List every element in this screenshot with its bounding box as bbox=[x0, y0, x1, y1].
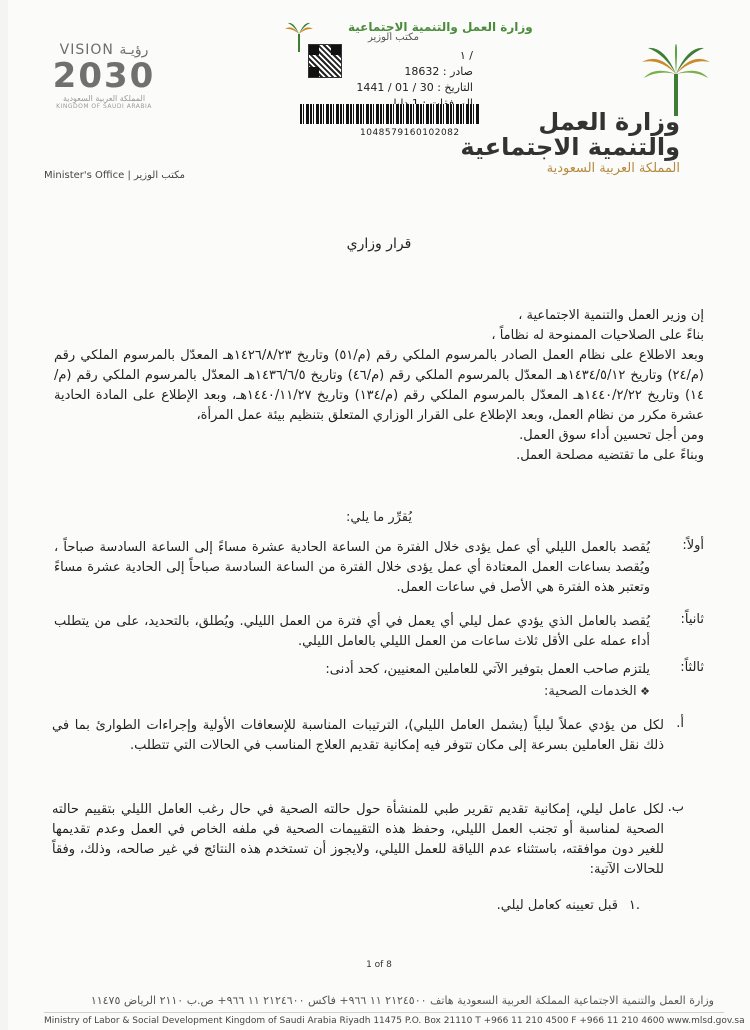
item-1-label: ١. bbox=[628, 898, 640, 913]
office-divider: | bbox=[127, 170, 134, 181]
intro-paragraphs bbox=[54, 306, 704, 466]
third-text: يلتزم صاحب العمل بتوفير الآتي للعاملين المعنيين، كحد أدنى: bbox=[325, 662, 650, 677]
page-number: 1 of 8 bbox=[366, 960, 392, 970]
top-minister-office: مكتب الوزير bbox=[368, 32, 420, 43]
item-a-text: لكل من يؤدي عملاً ليلياً (يشمل العامل الليلي)، الترتيبات المناسبة للإسعافات الأولية وإجراءات الطوارئ بما في ذلك نقل العاملين بسرعة إلى مكان تتوفر فيه إمكانية تقديم العلاج المناسب في الحالات التي تتطلب. bbox=[52, 718, 664, 753]
footer-arabic: وزارة العمل والتنمية الاجتماعية المملكة العربية السعودية هاتف ٢١٢٤٥٠٠ ١١ ٩٦٦+ فاكس ٢١٢٤٦٠٠ ١١ ٩٦٦+ ص.ب ٢١١٠ الرياض ١١٤٧٥ bbox=[90, 994, 714, 1007]
item-b-label: ب. bbox=[667, 800, 684, 815]
second-text: يُقصد بالعامل الذي يؤدي عمل ليلي أي يعمل في أي فترة من العمل الليلي. ويُطلق، بالتحديد، على من يتطلب أداء عمله على الأقل ثلاث ساعات من العمل الليلي بالعامل الليلي. bbox=[54, 614, 650, 649]
reference-block bbox=[356, 48, 473, 112]
vision-kingdom-en: KINGDOM OF SAUDI ARABIA bbox=[56, 103, 152, 110]
ministry-name-line2: والتنمية الاجتماعية bbox=[460, 133, 680, 162]
vision-year: 2030 bbox=[52, 56, 156, 96]
document-page bbox=[8, 0, 750, 1030]
qr-code-icon bbox=[308, 44, 342, 78]
office-line bbox=[44, 170, 185, 181]
office-ar: مكتب الوزير bbox=[134, 170, 186, 181]
intro-line: وبعد الاطلاع على نظام العمل الصادر بالمرسوم الملكي رقم (م/٥١) وتاريخ ١٤٢٦/٨/٢٣هـ المعدّل بالمرسوم الملكي رقم (م/٢٤) وتاريخ ١٤٣٤/٥/١٢هـ المعدّل بالمرسوم الملكي رقم (م/٤٦) وتاريخ ١٤٣٦/٦/٥هـ المعدّل بالمرسوم الملكي رقم (م/١٤) وتاريخ ١٤٤٠/٢/٢٢هـ المعدّل بالمرسوم الملكي رقم (م/١٣٤) وتاريخ ١٤٤٠/١١/٢٧هـ، وبعد الإطلاع على المادة الحادية عشرة مكرر من نظام العمل، وبعد الإطلاع على القرار الوزاري المتعلق بتنظيم بيئة عمل المرأة، bbox=[54, 348, 704, 423]
ministry-name-line1: وزارة العمل bbox=[538, 108, 680, 136]
ministry-logo-text bbox=[460, 110, 680, 176]
health-heading bbox=[544, 684, 650, 699]
barcode-number: 1048579160102082 bbox=[360, 128, 460, 138]
ministry-palm-logo-icon bbox=[640, 44, 712, 118]
ref-index: / ١ bbox=[459, 49, 473, 62]
second-label: ثانياً: bbox=[680, 612, 704, 627]
office-en: Minister's Office bbox=[44, 170, 125, 181]
diamond-bullet-icon: ❖ bbox=[636, 685, 650, 698]
decides-heading: يُقرِّر ما يلي: bbox=[346, 510, 412, 525]
intro-line: إن وزير العمل والتنمية الاجتماعية ، bbox=[518, 308, 704, 323]
vision-word: VISION رؤيـة bbox=[59, 42, 149, 58]
item-b-text: لكل عامل ليلي، إمكانية تقديم تقرير طبي للمنشأة حول حالته الصحية في حال رغب العامل الليلي بتقييم حالته الصحية لمناسبة أو تجنب العمل الليلي، وحفظ هذه التقييمات الصحية في ملفه الخاص في العمل وعدم تقديمها للغير دون موافقته، باستثناء عدم اللياقة للعمل الليلي، ولايجوز أن تستخدم هذه النتائج في غير صالحه، وذلك، وفقاً للحالات الآتية: bbox=[52, 802, 664, 877]
first-label: أولاً: bbox=[682, 538, 704, 553]
intro-line: وبناءً على ما تقتضيه مصلحة العمل. bbox=[516, 448, 704, 463]
item-a-label: أ. bbox=[676, 716, 684, 731]
footer-english: Ministry of Labor & Social Development Kingdom of Saudi Arabia Riyadh 11475 P.O. Box 21110 T +966 11 210 4500 F +966 11 210 4600 www.mlsd.gov.sa bbox=[44, 1016, 745, 1026]
top-ministry-name: وزارة العمل والتنمية الاجتماعية bbox=[348, 20, 533, 34]
item-1-text: قبل تعيينه كعامل ليلي. bbox=[496, 898, 618, 913]
issued-number: صادر : 18632 bbox=[404, 65, 473, 78]
ministry-kingdom-ar: المملكة العربية السعودية bbox=[546, 161, 680, 177]
first-text: يُقصد بالعمل الليلي أي عمل يؤدى خلال الفترة من الساعة الحادية عشرة مساءً إلى الساعة السادسة صباحاً ، ويُقصد بساعات العمل المعتادة أي عمل يؤدى خلال الفترة من الساعة السادسة صباحاً إلى الحادية عشرة مساءً وتعتبر هذه الفترة هي الأصل في ساعات العمل. bbox=[54, 540, 650, 595]
third-label: ثالثاً: bbox=[680, 660, 704, 675]
footer-divider bbox=[44, 1012, 724, 1013]
document-title: قرار وزاري bbox=[346, 236, 412, 252]
health-heading-text: الخدمات الصحية: bbox=[544, 684, 637, 699]
barcode-icon bbox=[300, 104, 480, 124]
issue-date: التاريخ : 30 / 01 / 1441 bbox=[356, 81, 473, 94]
vision-kingdom-ar: المملكة العربية السعودية bbox=[62, 94, 146, 103]
intro-line: ومن أجل تحسين أداء سوق العمل. bbox=[519, 428, 704, 443]
intro-line: بناءً على الصلاحيات الممنوحة له نظاماً ، bbox=[491, 328, 704, 343]
vision-2030-logo bbox=[44, 42, 164, 110]
